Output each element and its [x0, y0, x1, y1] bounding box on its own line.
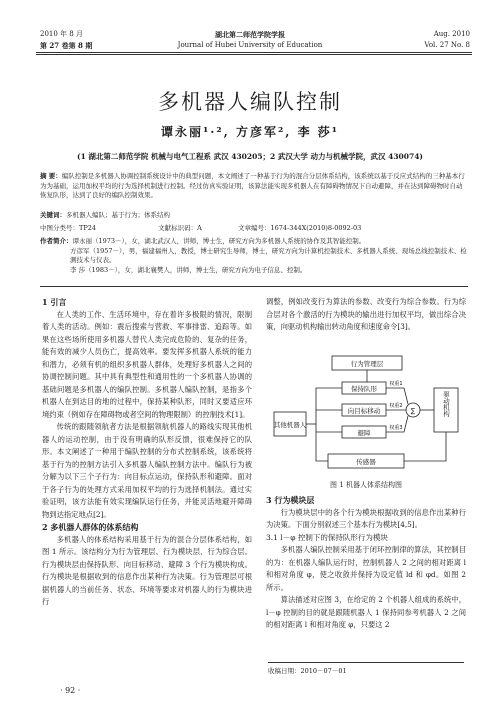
behavior-management-label: 行为管理层: [350, 360, 384, 368]
weight-label-3: 权重3: [389, 425, 403, 431]
page-number: · 92 ·: [60, 686, 81, 695]
header-date: 2010 年 8 月: [40, 30, 83, 38]
header-volume-en: Vol. 27 No. 8: [424, 41, 470, 49]
paper-title: 多机器人编队控制: [158, 90, 342, 114]
received-date-footnote: 收稿日期：2010－07－01: [268, 662, 464, 675]
abstract-label: 摘 要：: [40, 172, 62, 180]
classification-line: [40, 224, 468, 234]
fusion-symbol: ∑: [410, 407, 416, 415]
left-column: [42, 296, 252, 676]
section-3-paragraph-1: 行为模块层中的各个行为模块根据收到的信息作出某种行为决策。下面分别叙述三个基本行为模块[4,5]。: [266, 507, 466, 529]
other-robot-label: 其他机器人: [273, 421, 307, 429]
section-1-title: 1 引言: [42, 297, 67, 307]
right-column-bottom: [266, 494, 466, 658]
header-volume: 第 27 卷第 8 期: [40, 41, 93, 50]
section-3-1-paragraph-2: 算法描述对应图 3，在给定的 2 个机器人组成的系统中，l－φ 控制的目的就是跟随机器人 1 保持同参考机器人 2 之间的相对距离 l 和相对角度 φ，只要这 2: [266, 595, 466, 629]
section-3-title: 3 行为模块层: [266, 495, 315, 505]
header-rule-2: [36, 54, 472, 55]
paper-authors: 谭永丽¹·², 方彦军², 李 莎¹: [160, 125, 340, 139]
author-bio-1: 谭永丽（1973－），女，湖北武汉人，讲师，博士生，研究方向为多机器人系统的协作及其智能控制。: [72, 237, 366, 245]
abstract-text: 编队控制是多机器人协调控制系统设计中的典型问题，本文阐述了一种基于行为的混合分层体系结构，该系统以基于反应式结构的三种基本行为为基础，运用加权平均的行为选择机制进行控制。经过仿真实验证明，该算法能实现多机器人在有障碍物情况下自动避障，并在达到障碍物时自动恢复队形，达到了良好的编队控制效果。: [40, 172, 465, 199]
drive-label: 驱动机构: [442, 391, 450, 417]
journal-name-cn: 湖北第二师范学院学报: [215, 30, 285, 39]
abstract: [40, 172, 468, 201]
block-label-2: 向目标移动: [347, 407, 381, 415]
block-label-3: 避障: [357, 429, 371, 437]
keywords-label: 关键词：: [40, 211, 66, 219]
section-2-paragraph-1: 多机器人的体系结构采用基于行为的混合分层体系结构，如图 1 所示。该结构分为行为管理层、行为模块层、行为综合层。行为模块层由保持队形、向目标移动、避障 3 个行为模块构成。行为模块是根据收到的信息作出某种行为决策。行为管理层可根据机器人的当前任务、状态、环境等要求对机器人的行为模块进行: [42, 534, 252, 606]
author-bio: [40, 237, 468, 275]
clc-number: 中图分类号：TP24: [40, 224, 96, 232]
keywords-text: 多机器人编队；基于行为；体系结构: [66, 211, 170, 219]
section-2-title: 2 多机器人群体的体系结构: [42, 522, 139, 532]
paper-affiliation: (1 湖北第二师范学院 机械与电气工程系 武汉 430205；2 武汉大学 动力与机械学院，武汉 430074): [77, 152, 423, 161]
weight-label-1: 权重1: [389, 381, 403, 387]
right-column-top: [266, 296, 466, 350]
author-bio-3: 李 莎（1983－），女，湖北襄樊人，讲师，博士生，研究方向为电子信息、控制。: [70, 265, 307, 274]
header-date-en: Aug. 2010: [433, 30, 470, 38]
section-3-1-title: 3.1 l－φ 控制下的保持队形行为模块: [266, 532, 388, 542]
figure-caption: 图 1 机器人体系结构图: [330, 481, 402, 489]
right-paragraph-1: 调整，例如改变行为算法的参数、改变行为综合参数。行为综合层对各个激活的行为模块的输出进行加权平均，做出综合决策，向驱动机构输出转动角度和速度命令[3]。: [266, 297, 466, 331]
section-1-paragraph-2: 传统的跟随领航者方法是根据领航机器人的路线实现其他机器人的运动控制，由于没有明确的队形反馈，很难保持它的队形。本文阐述了一种用于编队控制的分布式控制系统，该系统将基于行为的控制方法引入多机器人编队控制方法中。编队行为被分解为以下三个子行为：向目标点运动，保持队形和避障。面对于各子行为的处理方式采用加权平均的行为选择机制法。通过实验证明，该方法能有效实现编队运行任务，并能灵活地避开障碍物到达指定地点[2]。: [42, 422, 252, 519]
weight-label-2: 权重2: [389, 403, 403, 409]
keywords: [40, 211, 468, 221]
doc-code: 文献标识码：A: [158, 224, 202, 232]
section-1-paragraph-1: 在人类的工作、生活环境中，存在着许多极限的情况，限制着人类的活动。例如：震后搜索与营救、军事排雷、追踪等。如果在这些场所使用多机器人替代人类完成危险的、复杂的任务，能有效的减少人员伤亡，提高效率。要发挥多机器人系统的能力和潜力，必须有机的组织多机器人群体，处理好多机器人之间的协调控制问题。其中具有典型性和通用性的一个多机器人协调的基础问题是多机器人的编队控制。多机器人编队控制，是指多个机器人在到达目的地的过程中，保持某种队形，同时又要适应环境约束（例如存在障碍物或者空间的物理限制）的控制技术[1]。: [42, 309, 252, 419]
article-number: 文章编号：1674-344X(2010)8-0092-03: [238, 224, 362, 232]
author-bio-2: 方彦军（1957－），男，福建福州人，教授，博士研究生导师，博士，研究方向为计算机控制技术、多机器人系统、现场总线控制技术、检测技术与仪表。: [70, 246, 467, 264]
meta-rule: [40, 286, 468, 287]
journal-name-en: Journal of Hubei University of Education: [177, 41, 323, 49]
header-rule: [36, 52, 472, 53]
author-bio-label: 作者简介：: [40, 237, 73, 245]
section-3-1-paragraph-1: 多机器人编队控制采用基于闭环控制律的算法，其控制目的为：在机器人编队运行时，控制机器人 2 之间的相对距离 l 和相对角度 φ，使之收敛并保持为设定值 ld 和 φd。如图 2 所示。: [266, 545, 466, 592]
sensor-label: 传感器: [356, 458, 376, 466]
block-label-1: 保持队形: [351, 385, 377, 393]
architecture-figure: [268, 352, 464, 478]
